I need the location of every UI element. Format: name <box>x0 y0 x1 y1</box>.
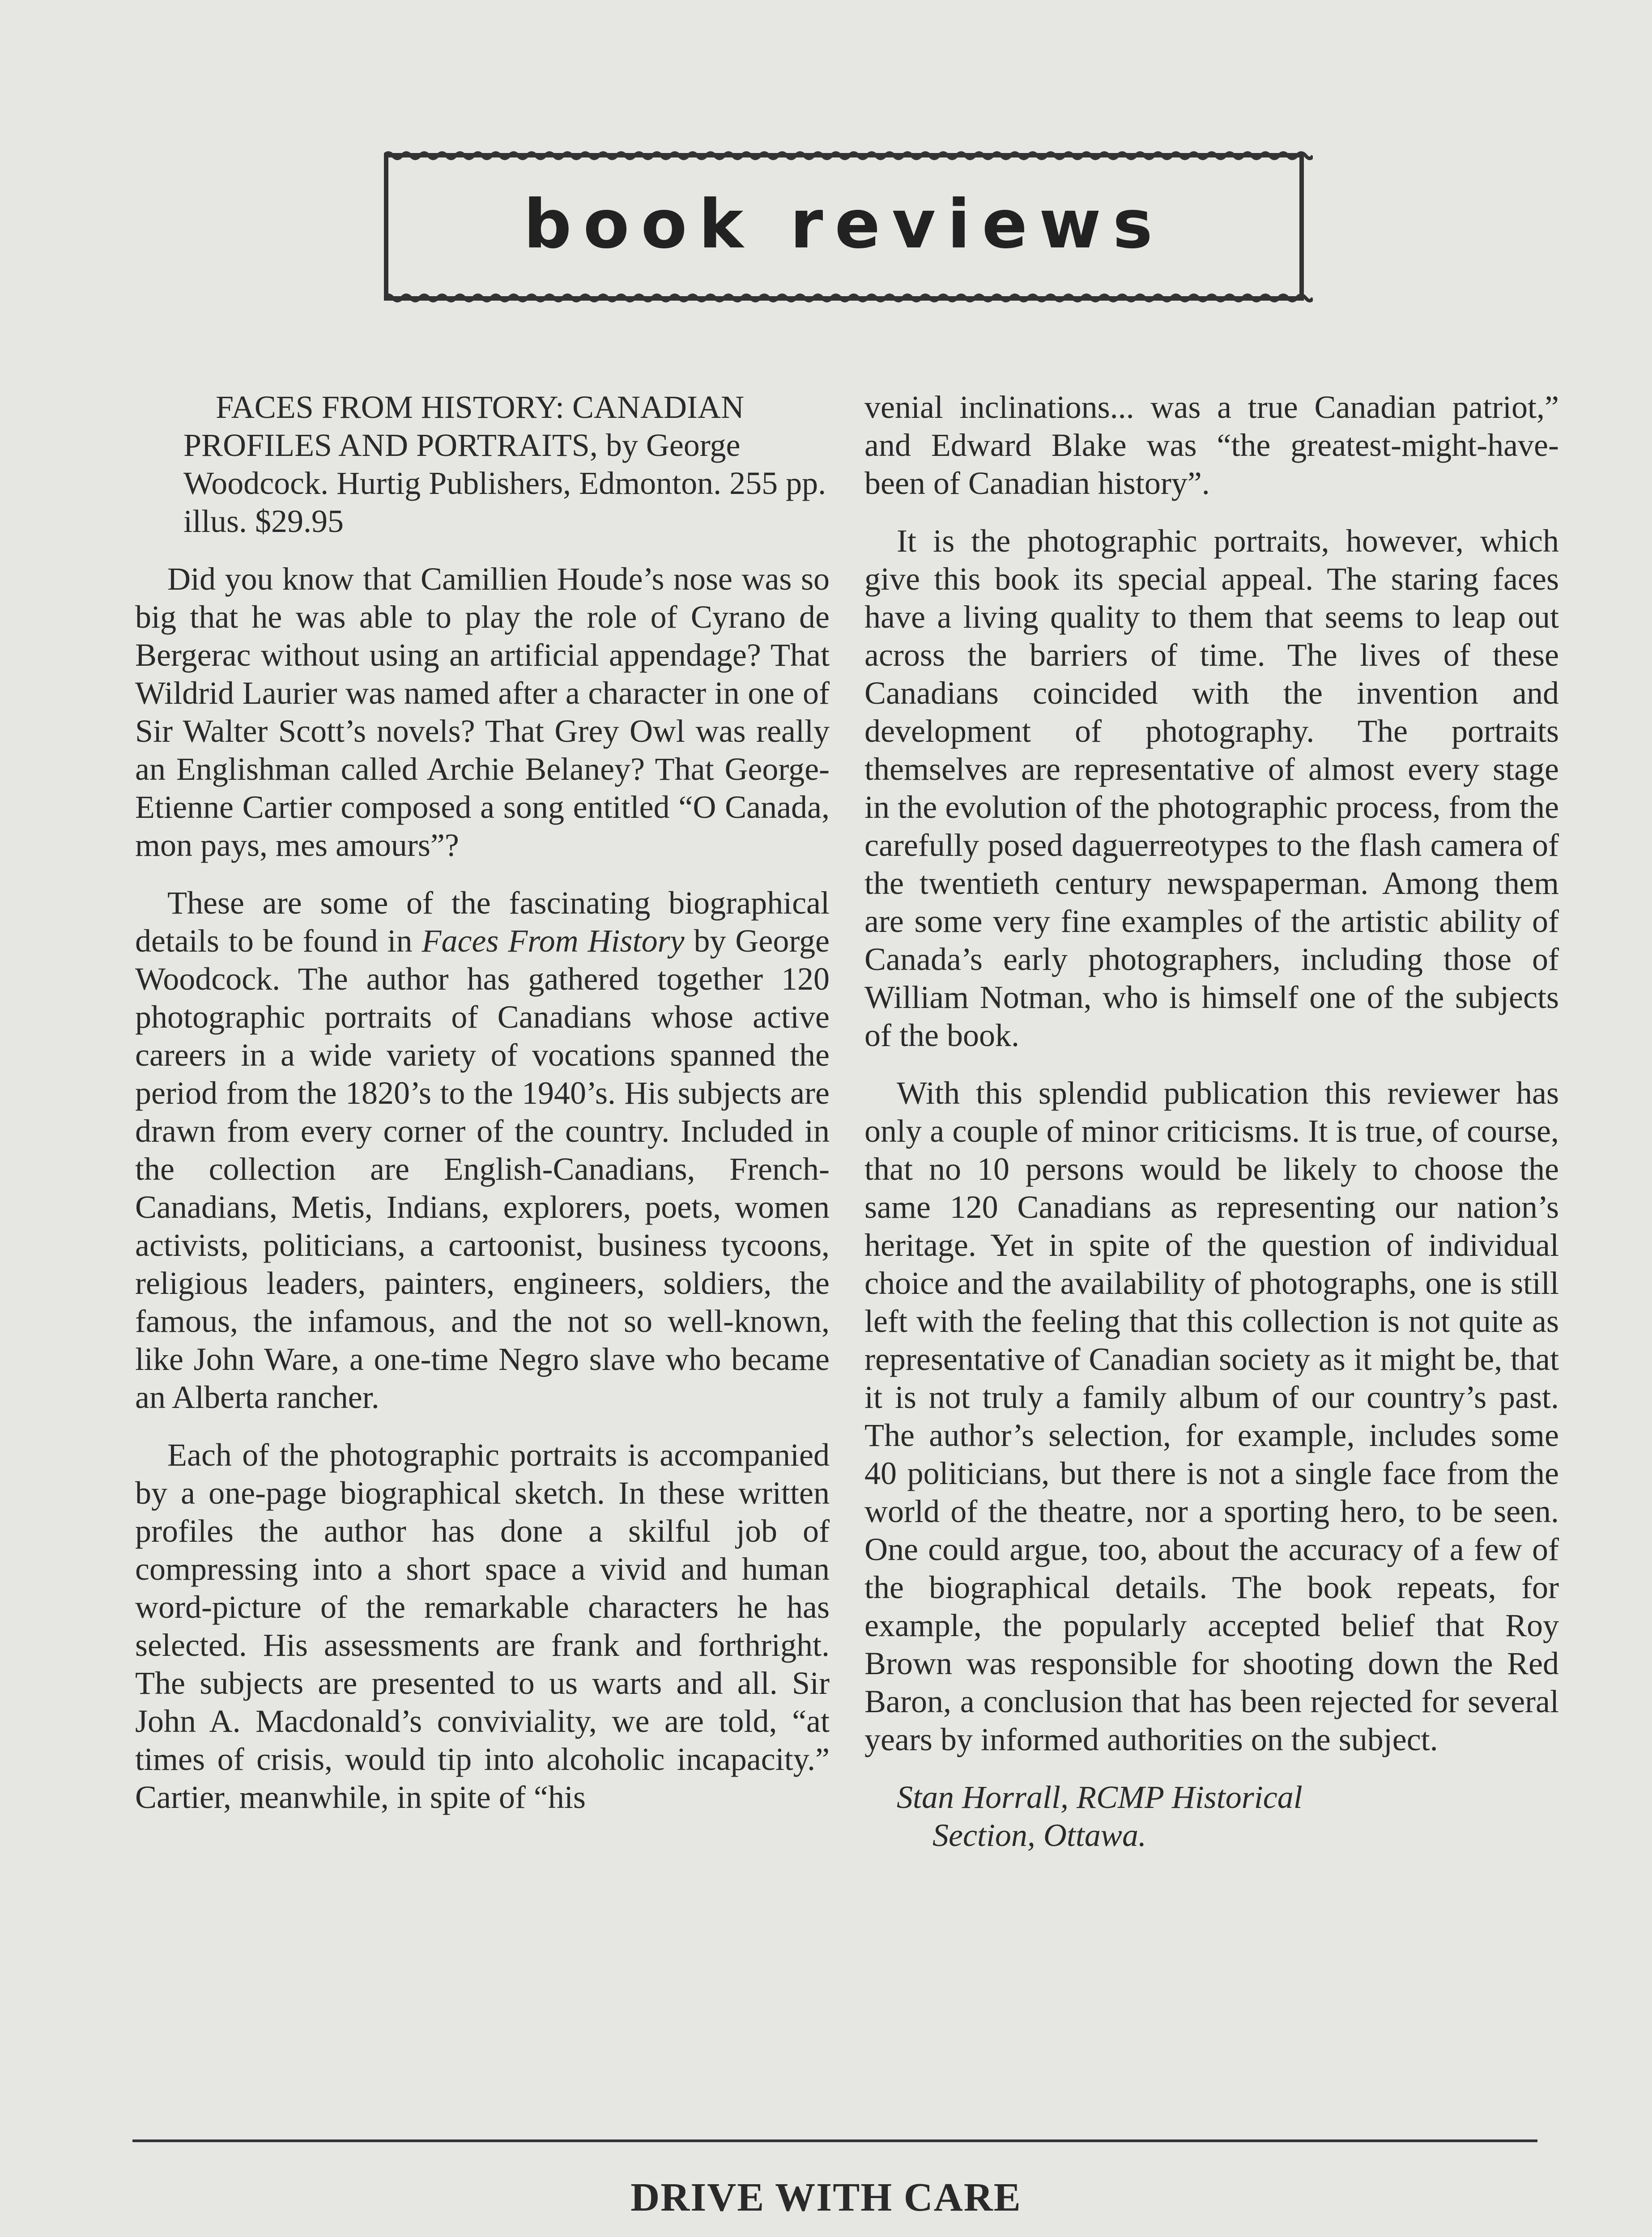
book-title-italic: Faces From History <box>422 923 685 959</box>
review-paragraph-2-start: These are some of the fascinating biographical details to be found in <box>135 885 830 959</box>
wavy-border-top <box>384 149 1313 162</box>
review-paragraph-4: It is the photographic portraits, however, which give this book its special appeal. The staring faces have a living quality to them that seems to leap out across the barriers of time. The lives of these Canadians coincided with the invention and development of photography. The portraits themselves are representative of almost every stage in the evolution of the photographic process, from the carefully posed daguerreotypes to the flash camera of the twentieth century newspaperman. Among them are some very fine examples of the artistic ability of Canada’s early photographers, including those of William Notman, who is himself one of the subjects of the book. <box>864 523 1559 1053</box>
signature-line-2: Section, Ottawa. <box>932 1817 1146 1853</box>
review-paragraph-2-end: by George Woodcock. The author has gathered together 120 photographic portraits of Canadians whose active careers in a wide variety of vocations spanned the period from the 1820’s to the 1940’s. His subjects are drawn from every corner of the country. Included in the collection are English-Canadians, French-Canadians, Metis, Indians, explorers, poets, women activists, politicians, a cartoonist, business tycoons, religious leaders, painters, engineers, soldiers, the famous, the infamous, and the not so well-known, like John Ware, a one-time Negro slave who became an Alberta rancher. <box>135 923 830 1415</box>
section-title: book reviews <box>524 186 1164 264</box>
review-paragraph-1: Did you know that Camillien Houde’s nose was so big that he was able to play the role of Cyrano de Bergerac without using an artificial appendage? That Wildrid Laurier was named after a character in one of Sir Walter Scott’s novels? That Grey Owl was really an Englishman called Archie Belaney? That George-Etienne Cartier composed a song entitled “O Canada, mon pays, mes amours”? <box>135 561 830 863</box>
review-paragraph-3-continued: venial inclinations... was a true Canadian patriot,” and Edward Blake was “the greatest-might-have-been of Canadian history”. <box>864 389 1559 501</box>
book-info: FACES FROM HISTORY: CANADIAN PROFILES AND PORTRAITS, by George Woodcock. Hurtig Publishers, Edmonton. 255 pp. illus. $29.95 <box>183 389 826 539</box>
ad-title: DRIVE WITH CARE <box>630 2175 1022 2220</box>
review-paragraph-5: With this splendid publication this reviewer has only a couple of minor criticisms. It is true, of course, that no 10 persons would be likely to choose the same 120 Canadians as representing our nation’s heritage. Yet in spite of the question of individual choice and the availability of photographs, one is still left with the feeling that this collection is not quite as representative of Canadian society as it might be, that it is not truly a family album of our country’s past. The author’s selection, for example, includes some 40 politicians, but there is not a single face from the world of the theatre, nor a sporting hero, to be seen. One could argue, too, about the accuracy of a few of the biographical details. The book repeats, for example, the popularly accepted belief that Roy Brown was responsible for shooting down the Red Baron, a conclusion that has been rejected for several years by informed authorities on the subject. <box>864 1075 1559 1757</box>
ad-divider-top <box>132 2139 1537 2142</box>
signature-line-1: Stan Horrall, RCMP Historical <box>897 1779 1303 1815</box>
review-paragraph-3: Each of the photographic portraits is accompanied by a one-page biographical sketch. In these written profiles the author has done a skilful job of compressing into a short space a vivid and human word-picture of the remarkable characters he has selected. His assessments are frank and forthright. The subjects are presented to us warts and all. Sir John A. Macdonald’s conviviality, we are told, “at times of crisis, would tip into alcoholic incapacity.” Cartier, meanwhile, in spite of “his <box>135 1437 830 1815</box>
review-column-left <box>135 388 830 1836</box>
review-column-right <box>864 388 1559 1874</box>
reviewer-signature <box>864 1778 1559 1854</box>
section-header <box>384 153 1304 301</box>
review-paragraph-2 <box>135 884 830 1416</box>
wavy-border-bottom <box>384 292 1313 304</box>
